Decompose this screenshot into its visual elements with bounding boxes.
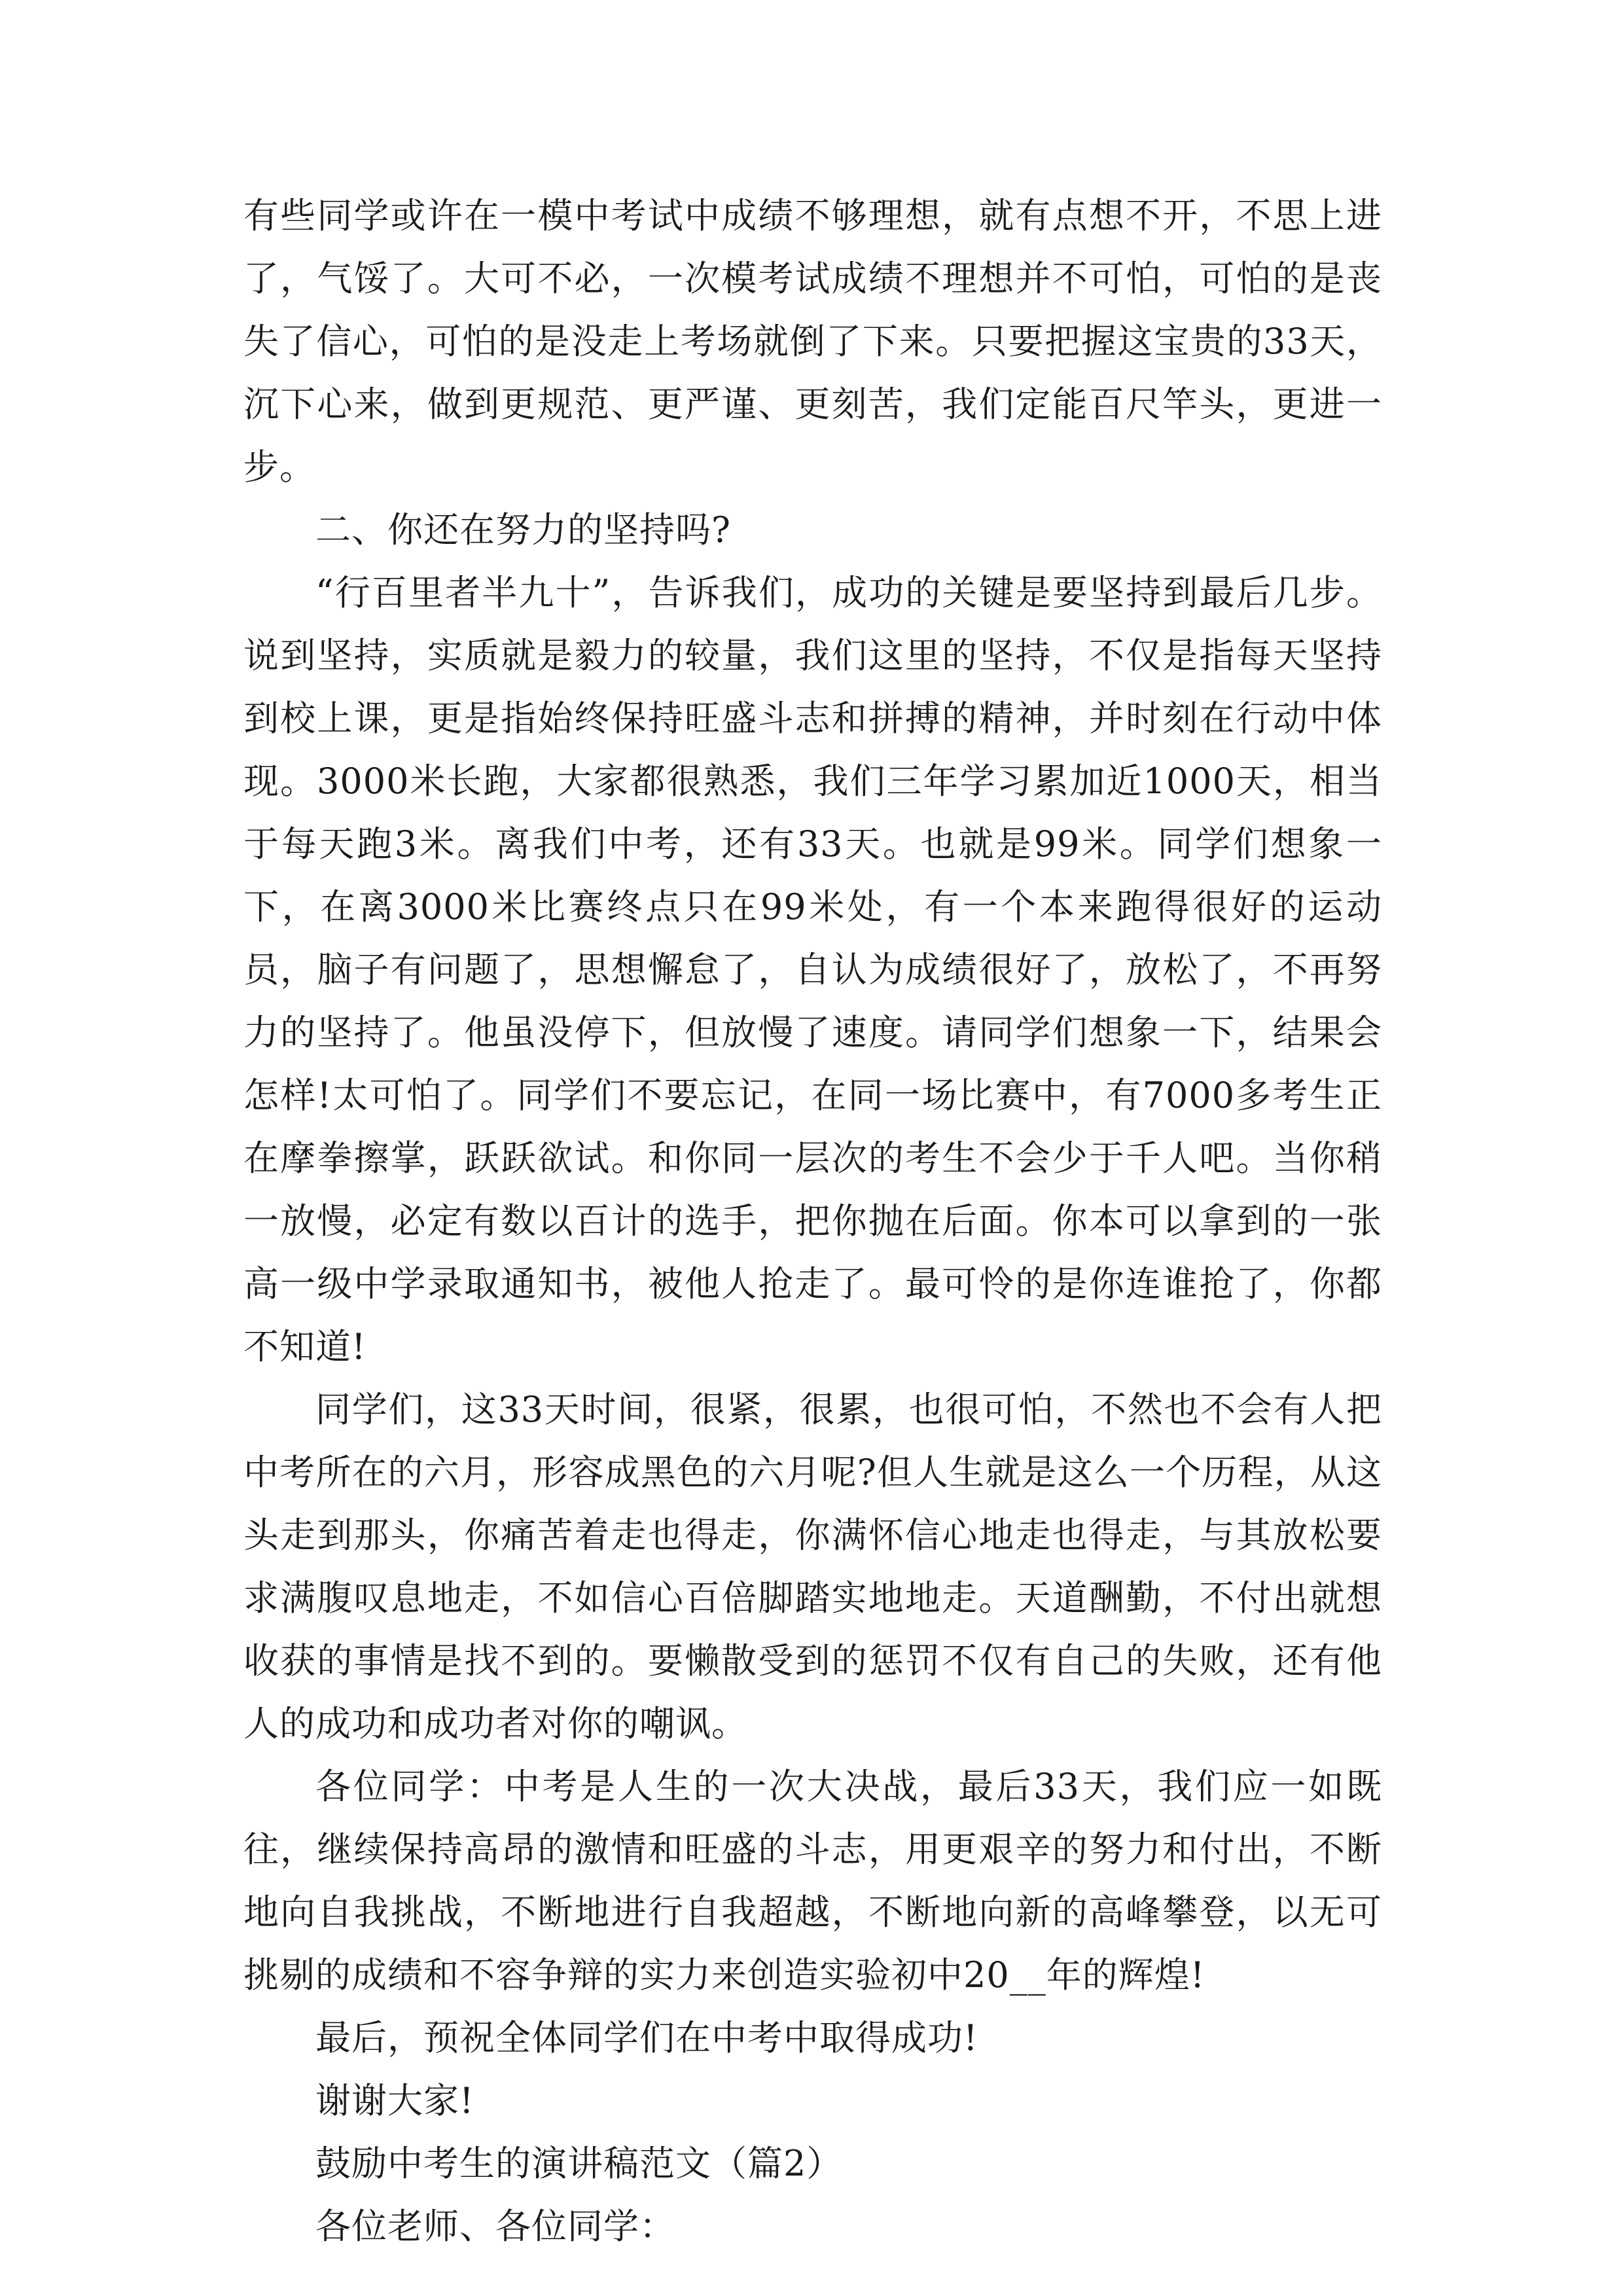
speech-title-2: 鼓励中考生的演讲稿范文（篇2） <box>315 2143 843 2184</box>
paragraph-1: 有些同学或许在一模中考试中成绩不够理想，就有点想不开，不思上进了，气馁了。大可不必，一次模考试成绩不理想并不可怕，可怕的是丧失了信心，可怕的是没走上考场就倒了下来。只要把握这宝贵的33天，沉下心来，做到更规范、更严谨、更刻苦，我们定能百尺竿头，更进一步。 <box>243 195 1382 488</box>
document-body <box>243 185 1382 2258</box>
paragraph-3: “行百里者半九十”，告诉我们，成功的关键是要坚持到最后几步。说到坚持，实质就是毅力的较量，我们这里的坚持，不仅是指每天坚持到校上课，更是指始终保持旺盛斗志和拼搏的精神，并时刻在行动中体现。3000米长跑，大家都很熟悉，我们三年学习累加近1000天，相当于每天跑3米。离我们中考，还有33天。也就是99米。同学们想象一下，在离3000米比赛终点只在99米处，有一个本来跑得很好的运动员，脑子有问题了，思想懈怠了，自认为成绩很好了，放松了，不再努力的坚持了。他虽没停下，但放慢了速度。请同学们想象一下，结果会怎样!太可怕了。同学们不要忘记，在同一场比赛中，有7000多考生正在摩拳擦掌，跃跃欲试。和你同一层次的考生不会少于千人吧。当你稍一放慢，必定有数以百计的选手，把你抛在后面。你本可以拿到的一张高一级中学录取通知书，被他人抢走了。最可怜的是你连谁抢了，你都不知道! <box>243 572 1382 1367</box>
paragraph-6: 最后，预祝全体同学们在中考中取得成功! <box>315 2017 978 2058</box>
section-heading-2: 二、你还在努力的坚持吗? <box>315 509 731 550</box>
paragraph-7: 谢谢大家! <box>315 2080 474 2121</box>
salutation: 各位老师、各位同学： <box>315 2206 675 2247</box>
paragraph-4: 同学们，这33天时间，很紧，很累，也很可怕，不然也不会有人把中考所在的六月，形容成黑色的六月呢?但人生就是这么一个历程，从这头走到那头，你痛苦着走也得走，你满怀信心地走也得走，与其放松要求满腹叹息地走，不如信心百倍脚踏实地地走。天道酬勤，不付出就想收获的事情是找不到的。要懒散受到的惩罚不仅有自己的失败，还有他人的成功和成功者对你的嘲讽。 <box>243 1389 1382 1744</box>
paragraph-5: 各位同学：中考是人生的一次大决战，最后33天，我们应一如既往，继续保持高昂的激情和旺盛的斗志，用更艰辛的努力和付出，不断地向自我挑战，不断地进行自我超越，不断地向新的高峰攀登，以无可挑剔的成绩和不容争辩的实力来创造实验初中20__年的辉煌! <box>243 1766 1382 1996</box>
